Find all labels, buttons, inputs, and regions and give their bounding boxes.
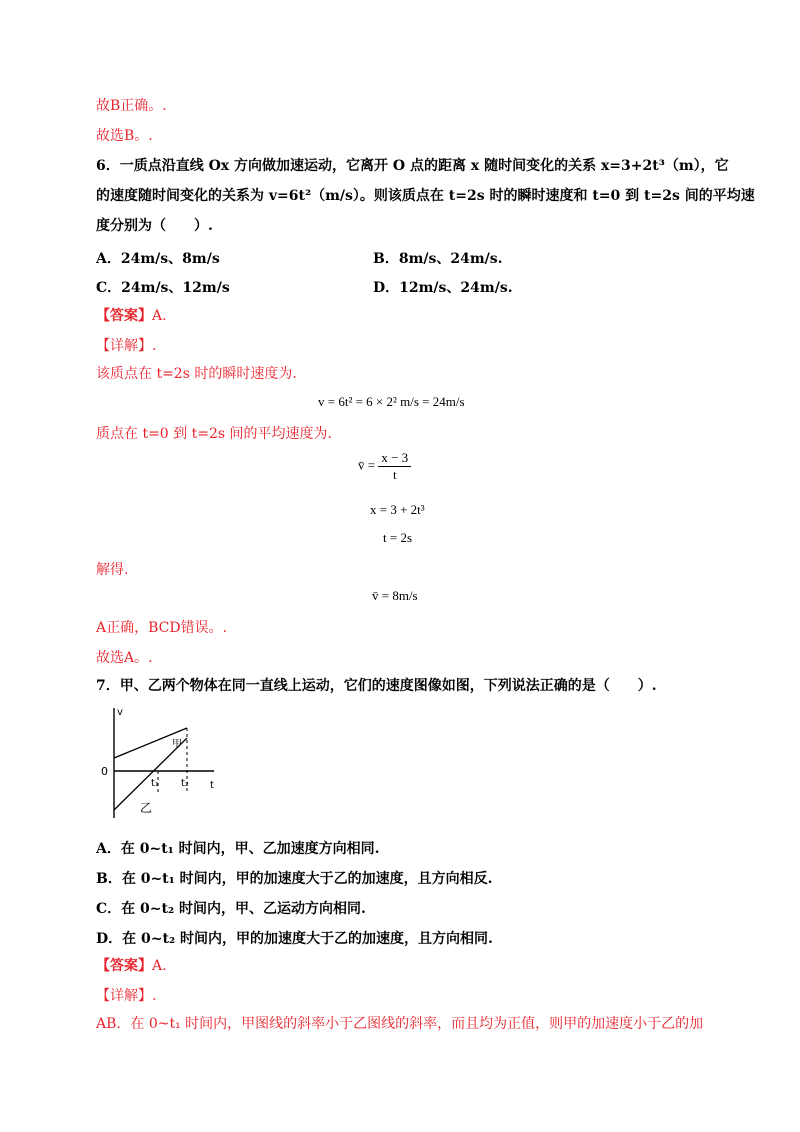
choose-b: 故选B。. [96, 128, 153, 144]
q7-detail-heading: 【详解】. [96, 988, 157, 1004]
origin-label: 0 [101, 765, 108, 778]
t1-label: t₁ [151, 778, 159, 789]
yi-label: 乙 [140, 801, 153, 815]
answer-tag: 【答案】 [96, 958, 152, 974]
q7-analysis-ab: AB．在 0~t₁ 时间内，甲图线的斜率小于乙图线的斜率，而且均为正值，则甲的加速度小于乙的加 [96, 1016, 704, 1032]
equation-position: x = 3 + 2t³ [370, 502, 425, 517]
q6-choose-a: 故选A。. [96, 650, 153, 666]
equation-average-velocity [358, 450, 411, 483]
q6-option-c: C．24m/s、12m/s [96, 280, 230, 296]
equation-result: v̄ = 8m/s [372, 588, 418, 603]
q7-option-a: A．在 0~t₁ 时间内，甲、乙加速度方向相同. [96, 841, 380, 857]
answer-tag: 【答案】 [96, 308, 152, 324]
fraction [378, 450, 411, 483]
t-axis-label: t [210, 780, 214, 791]
fraction-numerator: x − 3 [378, 450, 411, 467]
q6-detail-heading: 【详解】. [96, 338, 157, 354]
fraction-denominator: t [392, 467, 397, 482]
t2-label: t₂ [181, 778, 189, 789]
q7-option-c: C．在 0~t₂ 时间内，甲、乙运动方向相同. [96, 901, 366, 917]
eq-lhs: v̄ = [358, 457, 376, 473]
v-axis-label: v [117, 707, 123, 718]
jia-label: 甲 [172, 739, 182, 750]
q7-stem: 7．甲、乙两个物体在同一直线上运动，它们的速度图像如图，下列说法正确的是（ ）. [96, 678, 657, 694]
q6-stem-line1: 6．一质点沿直线 Ox 方向做加速运动，它离开 O 点的距离 x 随时间变化的关系 x=3+2t³（m），它 [96, 158, 729, 174]
conclusion-b-correct: 故B正确。. [96, 98, 167, 114]
equation-time: t = 2s [383, 530, 413, 545]
q7-option-d: D．在 0~t₂ 时间内，甲的加速度大于乙的加速度，且方向相同. [96, 931, 493, 947]
equation-instant-velocity: v = 6t² = 6 × 2² m/s = 24m/s [318, 394, 465, 409]
q6-answer [96, 306, 167, 326]
q7-option-b: B．在 0~t₁ 时间内，甲的加速度大于乙的加速度，且方向相反. [96, 871, 493, 887]
q6-option-b: B．8m/s、24m/s. [373, 251, 503, 267]
answer-value: A. [152, 308, 167, 324]
q6-stem-line3: 度分别为（ ）. [96, 218, 213, 234]
q6-step-average-velocity: 质点在 t=0 到 t=2s 间的平均速度为. [96, 426, 332, 442]
velocity-time-graph [96, 700, 226, 830]
answer-value: A. [152, 958, 167, 974]
q6-stem-line2: 的速度随时间变化的关系为 v=6t²（m/s）。则该质点在 t=2s 时的瞬时速度和 t=0 到 t=2s 间的平均速 [96, 188, 755, 204]
q7-answer [96, 956, 167, 976]
q6-option-d: D．12m/s、24m/s. [373, 280, 513, 296]
q6-conclusion: A正确，BCD错误。. [96, 620, 228, 636]
q6-step-instant-velocity: 该质点在 t=2s 时的瞬时速度为. [96, 366, 297, 382]
q6-option-a: A．24m/s、8m/s [96, 251, 220, 267]
q6-step-solve: 解得. [96, 562, 129, 578]
